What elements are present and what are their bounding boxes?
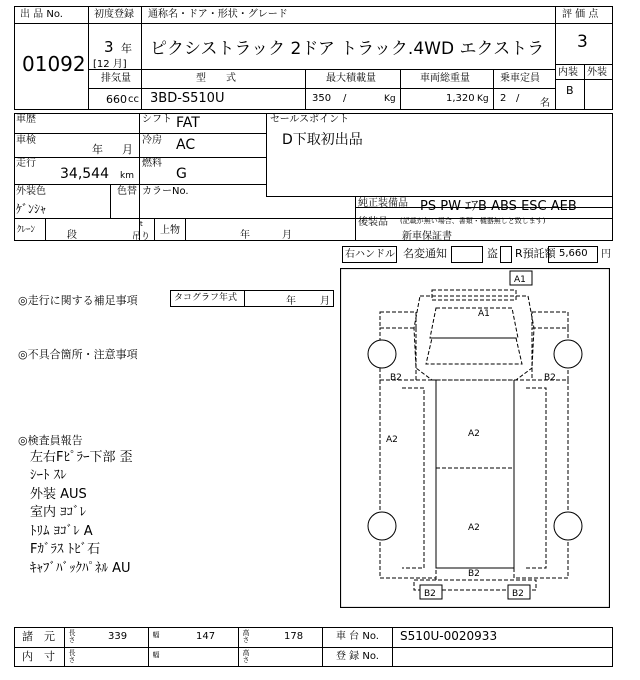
name-change-box [451, 246, 483, 263]
inspector-line: ﾄﾘﾑ ﾖｺﾞﾚ A [30, 524, 93, 539]
gross-unit: Kg [477, 94, 489, 104]
recycle-value: 5,660 [559, 248, 588, 259]
displacement-label: 排気量 [101, 73, 131, 84]
divider [154, 218, 155, 241]
crane-ton-unit: t [140, 220, 143, 228]
shift-value: FAT [176, 115, 200, 131]
interior-value: B [566, 84, 574, 97]
tacho-label: タコグラフ年式 [174, 293, 238, 303]
displacement-unit: cc [128, 94, 139, 105]
divider [584, 64, 585, 110]
divider [392, 627, 393, 667]
mark-front-top: A1 [514, 275, 526, 285]
fuel-label: 燃料 [142, 158, 162, 169]
upper-month-unit: 月 [282, 230, 292, 241]
divider [141, 69, 142, 110]
divider [400, 69, 401, 110]
mark-left-bumper: B2 [424, 589, 436, 599]
width-value: 147 [196, 631, 216, 642]
divider [244, 290, 245, 307]
reg-year: 3 [104, 38, 114, 56]
shift-label: シフト [142, 114, 172, 125]
divider [238, 627, 239, 667]
inner-length-label: 長さ [68, 649, 76, 663]
reg-month: [12 月] [93, 59, 127, 70]
divider [322, 627, 323, 667]
mileage-unit: km [120, 171, 134, 181]
load-label: 最大積載量 [326, 73, 376, 84]
chassis-value: S510U-0020933 [400, 629, 498, 643]
divider [14, 184, 267, 185]
inner-height-label: 高さ [242, 649, 250, 663]
crane-label: ｸﾚｰﾝ [17, 225, 36, 235]
mark-bed-upper: A2 [468, 429, 480, 439]
gross-label: 車両総重量 [420, 73, 470, 84]
divider [88, 23, 555, 24]
inspector-line: 室内 ﾖｺﾞﾚ [30, 505, 87, 520]
upper-label: 上物 [160, 225, 180, 236]
divider [14, 23, 89, 24]
theft-label: 盗 [487, 247, 498, 260]
capacity-sep: / [516, 93, 520, 104]
length-value: 339 [108, 631, 128, 642]
recycle-label: R預託額 [515, 247, 556, 260]
divider [555, 6, 556, 110]
ac-value: AC [176, 137, 196, 153]
aftermarket-label: 後装品 [358, 217, 388, 228]
divider [110, 184, 111, 218]
model-type-value: 3BD-S510U [150, 91, 225, 106]
score-value: 3 [577, 32, 588, 52]
divider [355, 207, 356, 241]
history-label: 車歴 [16, 114, 36, 125]
mark-left-side: A2 [386, 435, 398, 445]
length-label: 長さ [68, 629, 76, 643]
inspector-line: Fｶﾞﾗｽ ﾄﾋﾞ石 [30, 542, 101, 557]
recycle-unit: 円 [601, 249, 611, 260]
displacement-value: 660 [106, 93, 127, 106]
theft-box [500, 246, 512, 263]
handle-label: 右ハンドル [345, 249, 395, 260]
divider [141, 6, 142, 69]
inspector-line: ｼｰﾄ ｽﾚ [30, 468, 67, 483]
capacity-value: 2 [500, 93, 507, 104]
score-label: 評 価 点 [562, 9, 599, 20]
inspector-line: ｷｬﾌﾞﾊﾞｯｸﾊﾟﾈﾙ AU [30, 561, 131, 576]
divider [88, 6, 89, 110]
inspector-line: 外装 AUS [30, 487, 87, 502]
warranty-value: 新車保証書 [402, 231, 452, 242]
divider [88, 69, 555, 70]
model-label: 通称名・ドア・形状・グレード [148, 9, 288, 20]
inspection-label: 車検 [16, 135, 36, 146]
inspector-line: 左右Fﾋﾟﾗｰ下部 歪 [30, 450, 133, 465]
capacity-unit: 名 [540, 98, 550, 109]
inspection-year-unit: 年 [92, 143, 103, 156]
divider [45, 218, 46, 241]
load-value: 350 [312, 93, 332, 104]
divider [64, 627, 65, 667]
dims-label: 諸 元 [22, 630, 55, 643]
exterior-label: 外装 [587, 67, 607, 78]
mark-right-bumper: B2 [512, 589, 524, 599]
sales-point-value: D下取初出品 [282, 132, 363, 148]
defect-title: ◎不具合箇所・注意事項 [18, 348, 138, 361]
vehicle-diagram [340, 268, 610, 608]
gross-value: 1,320 [446, 93, 475, 104]
lot-number: 01092 [22, 52, 86, 76]
divider [14, 157, 267, 158]
inner-label: 内 寸 [22, 650, 55, 663]
car-name: ピクシストラック 2ドア トラック.4WD エクストラ [150, 39, 545, 59]
registration-label: 登 録 No. [336, 651, 379, 662]
mileage-label: 走行 [16, 158, 36, 169]
crane-stage-unit: 段 [67, 230, 77, 241]
divider [88, 88, 555, 89]
crane-lift-unit: 吊り [132, 232, 151, 242]
color-code-label: カラーNo. [142, 186, 189, 197]
mark-hood: A1 [478, 309, 490, 319]
chassis-label: 車 台 No. [336, 631, 379, 642]
mark-bed-lower: A2 [468, 523, 480, 533]
height-value: 178 [284, 631, 304, 642]
divider [14, 647, 613, 648]
mark-left-front: B2 [390, 373, 402, 383]
mark-right-front: B2 [544, 373, 556, 383]
divider [148, 627, 149, 667]
lot-label: 出 品 No. [20, 9, 63, 20]
load-sep: / [343, 93, 347, 104]
upper-year-unit: 年 [240, 230, 250, 241]
ext-color-label: 外装色 [16, 186, 46, 197]
inner-width-label: 幅 [152, 651, 160, 658]
divider [555, 23, 613, 24]
supplement-title: ◎走行に関する補足事項 [18, 294, 138, 307]
tacho-month-unit: 月 [320, 296, 330, 307]
divider [185, 218, 186, 241]
equipment-label: 純正装備品 [358, 198, 408, 209]
interior-label: 内装 [558, 67, 578, 78]
name-change-label: 名変通知 [403, 247, 447, 260]
divider [493, 69, 494, 110]
reg-year-unit: 年 [121, 42, 132, 55]
ext-color-value: ｹﾞﾝｼｬ [16, 202, 47, 216]
equipment-value: PS PW ｴｱB ABS ESC AEB [420, 199, 577, 214]
sales-point-label: セールスポイント [270, 114, 350, 125]
first-reg-label: 初度登録 [94, 9, 134, 20]
divider [555, 79, 613, 80]
mileage-value: 34,544 [60, 166, 109, 182]
inspection-month-unit: 月 [122, 143, 133, 156]
model-type-label: 型 式 [196, 73, 236, 84]
inspector-title: ◎検査員報告 [18, 434, 83, 447]
ac-label: 冷房 [142, 135, 162, 146]
fuel-value: G [176, 166, 187, 182]
load-unit: Kg [384, 94, 396, 104]
height-label: 高さ [242, 629, 250, 643]
tacho-year-unit: 年 [286, 296, 296, 307]
mark-rear-panel: B2 [468, 569, 480, 579]
width-label: 幅 [152, 631, 160, 638]
divider [305, 69, 306, 110]
capacity-label: 乗車定員 [500, 73, 540, 84]
color-no-label: 色替 [117, 186, 137, 197]
divider [14, 133, 267, 134]
aftermarket-note: (記載が無い場合、書類・機器無しと致します) [400, 217, 546, 225]
